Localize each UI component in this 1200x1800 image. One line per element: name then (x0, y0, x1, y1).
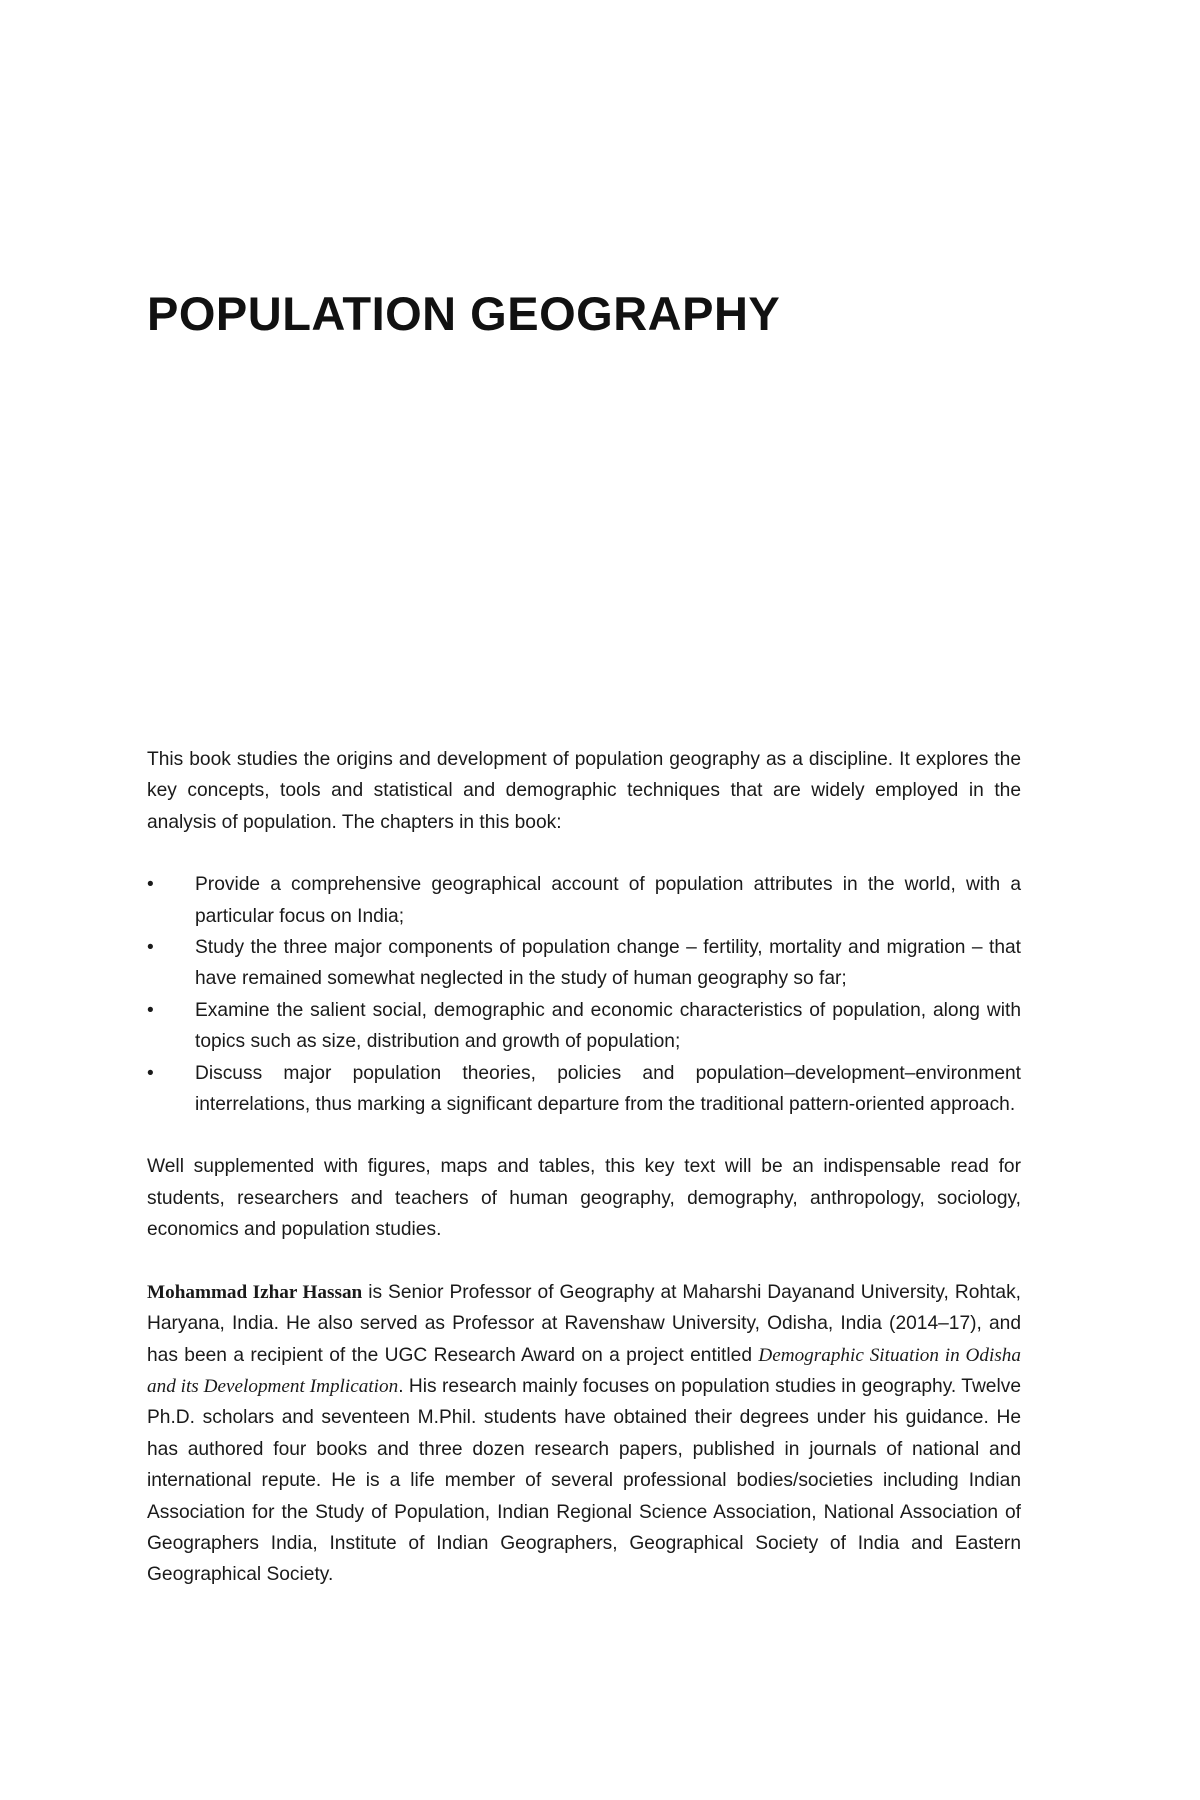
list-item-text: Discuss major population theories, policies and population–development–environment interrelations, thus marking a significant departure from the traditional pattern-oriented approach. (195, 1062, 1021, 1116)
list-item-text: Study the three major components of population change – fertility, mortality and migration – that have remained somewhat neglected in the study of human geography so far; (195, 937, 1021, 990)
author-bio-text-continued: . His research mainly focuses on population studies in geography. Twelve Ph.D. scholars and seventeen M.Phil. students have obtained their degrees under his guidance. He has authored four books and three dozen research papers, published in journals of national and international repute. He is a life member of several professional bodies/societies including Indian Association for the Study of Population, Indian Regional Science Association, National Association of Geographers India, Institute of Indian Geographers, Geographical Society of India and Eastern Geographical Society. (147, 1375, 1021, 1586)
author-bio-text: is Senior Professor of Geography at Maharshi Dayanand University, Rohtak, Haryana, India. He also served as Professor at Ravenshaw University, Odisha, India (2014–17), and has been a recipient of the UGC Research Award on a project entitled (147, 1281, 1021, 1366)
bullet-icon: • (147, 874, 154, 896)
bullet-icon: • (147, 999, 154, 1021)
chapter-highlights-list (147, 869, 1021, 1120)
list-item-text: Examine the salient social, demographic and economic characteristics of population, along with topics such as size, distribution and growth of population; (195, 999, 1021, 1053)
blurb-content (147, 744, 1021, 1591)
intro-paragraph: This book studies the origins and development of population geography as a discipline. It explores the key concepts, tools and statistical and demographic techniques that are widely employed in the analysis of population. The chapters in this book: (147, 749, 1021, 833)
list-item (147, 1058, 1021, 1121)
list-item (147, 869, 1021, 932)
list-item (147, 995, 1021, 1058)
list-item (147, 932, 1021, 995)
book-title: POPULATION GEOGRAPHY (147, 287, 781, 340)
bullet-icon: • (147, 1062, 154, 1084)
author-name: Mohammad Izhar Hassan (147, 1281, 363, 1303)
list-item-text: Provide a comprehensive geographical account of population attributes in the world, with a particular focus on India; (195, 874, 1021, 927)
bullet-icon: • (147, 937, 154, 959)
author-bio (147, 1277, 1021, 1591)
closing-paragraph: Well supplemented with figures, maps and tables, this key text will be an indispensable read for students, researchers and teachers of human geography, demography, anthropology, sociology, economics and population studies. (147, 1156, 1021, 1241)
project-title: Demographic Situation in Odisha and its Development Implication (147, 1344, 1021, 1397)
